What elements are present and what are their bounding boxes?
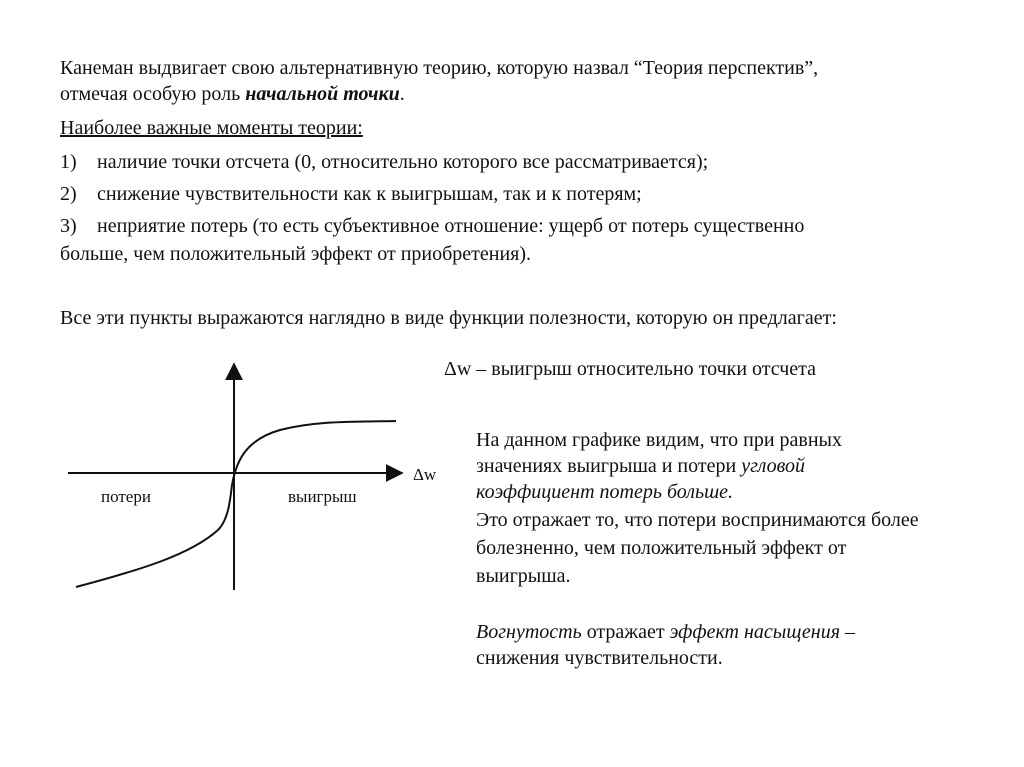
summary-text: Все эти пункты выражаются наглядно в виде функции полезности, которую он предлагает: [60, 307, 837, 329]
point-1-text: наличие точки отсчета (0, относительно которого все рассматривается); [97, 151, 709, 173]
intro-line-2 [60, 82, 405, 106]
concavity-line-1 [476, 620, 855, 644]
concavity-line-2: снижения чувствительности. [476, 647, 723, 669]
starting-point-emphasis: начальной точки [245, 83, 400, 105]
explanation-line-2 [476, 454, 805, 478]
point-3-text-line-2: больше, чем положительный эффект от приобретения). [60, 243, 532, 265]
point-2-text: снижение чувствительности как к выигрышам, так и к потерям; [97, 183, 642, 205]
intro-line-2-prefix: отмечая особую роль [60, 83, 246, 105]
saturation-effect-term: эффект насыщения [669, 621, 841, 643]
point-3-text-line-1: неприятие потерь (то есть субъективное отношение: ущерб от потерь существенно [97, 215, 805, 237]
angular-coefficient-term: угловой [741, 455, 805, 477]
point-1-number: 1) [60, 151, 77, 173]
value-function-graph [60, 350, 450, 595]
x-axis-label: Δw [413, 465, 437, 484]
concavity-mid: отражает [581, 621, 670, 643]
explanation-line-2-prefix: значениях выигрыша и потери [476, 455, 742, 477]
losses-label: потери [101, 487, 151, 506]
concavity-dash: – [840, 621, 856, 643]
explanation-line-4: Это отражает то, что потери воспринимаются более [476, 509, 919, 531]
point-3-number: 3) [60, 215, 77, 237]
delta-w-caption: Δw – выигрыш относительно точки отсчета [444, 358, 817, 380]
intro-line-2-suffix: . [399, 83, 405, 105]
gains-label: выигрыш [288, 487, 357, 506]
explanation-line-1: На данном графике видим, что при равных [476, 429, 842, 451]
explanation-line-6: выигрыша. [476, 565, 571, 587]
point-2-number: 2) [60, 183, 77, 205]
explanation-line-5: болезненно, чем положительный эффект от [476, 537, 847, 559]
key-points-heading: Наиболее важные моменты теории: [60, 117, 363, 139]
explanation-line-3: коэффициент потерь больше. [476, 481, 734, 503]
concavity-term: Вогнутость [476, 621, 582, 643]
intro-line-1: Канеман выдвигает свою альтернативную теорию, которую назвал “Теория перспектив”, [60, 57, 819, 79]
